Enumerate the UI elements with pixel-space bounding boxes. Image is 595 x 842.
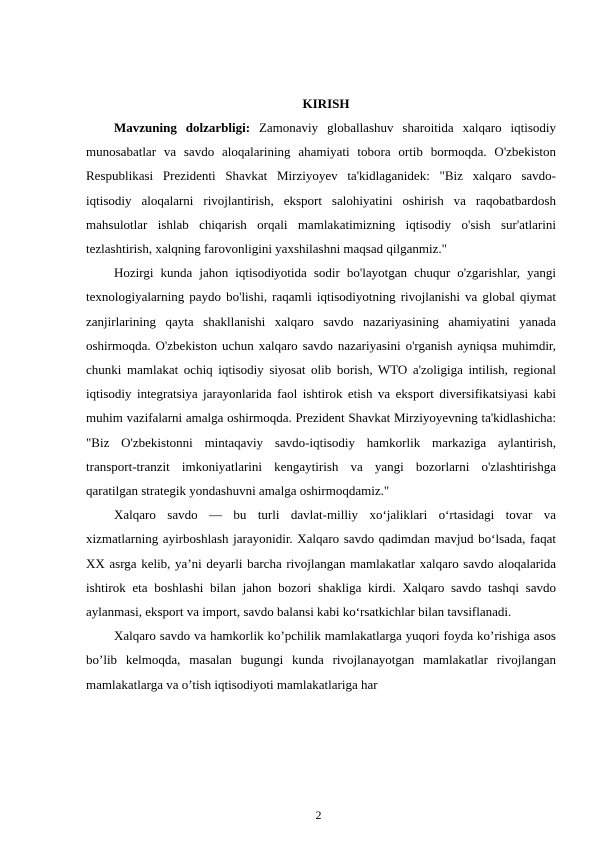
- document-page: [86, 92, 556, 697]
- section-title: KIRISH: [302, 96, 350, 111]
- paragraph-text: Xalqaro savdo — bu turli davlat-milliy xo‘jaliklari o‘rtasidagi tovar va xizmatlarning ayirboshlash jarayonidir. Xalqaro savdo qadimdan mavjud bo‘lsada, faqat XX asrga kelib, ya’ni deyarli barcha rivojlangan mamlakatlar xalqaro savdo aloqalarida ishtirok eta boshlashi bilan jahon bozori shakliga kirdi. Xalqaro savdo tashqi savdo aylanmasi, eksport va import, savdo balansi kabi ko‘rsatkichlar bilan tavsiflanadi.: [86, 507, 556, 620]
- paragraph-text: Hozirgi kunda jahon iqtisodiyotida sodir bo'layotgan chuqur o'zgarishlar, yangi texnologiyalarning paydo bo'lishi, raqamli iqtisodiyotning rivojlanishi va global qiymat zanjirlarining qayta shakllanishi xalqaro savdo nazariyasining ahamiyatini yanada oshirmoqda. O'zbekiston uchun xalqaro savdo nazariyasini o'rganish ayniqsa muhimdir, chunki mamlakat ochiq iqtisodiy siyosat olib borish, WTO a'zoligiga intilish, regional iqtisodiy integratsiya jarayonlarida faol ishtirok etish va eksport diversifikatsiyasi kabi muhim vazifalarni amalga oshirmoqda. Prezident Shavkat Mirziyoyevning ta'kidlashicha: "Biz O'zbekistonni mintaqaviy savdo-iqtisodiy hamkorlik markaziga aylantirish, transport-tranzit imkoniyatlarini kengaytirish va yangi bozorlarni o'zlashtirishga qaratilgan strategik yondashuvni amalga oshirmoqdamiz.": [86, 265, 556, 499]
- paragraph-text: Xalqaro savdo va hamkorlik ko’pchilik mamlakatlarga yuqori foyda ko’rishiga asos bo’lib kelmoqda, masalan bugungi kunda rivojlanayotgan mamlakatlar rivojlangan mamlakatlarga va o’tish iqtisodiyoti mamlakatlariga har: [86, 628, 556, 692]
- paragraph-relevance: [86, 116, 556, 261]
- paragraph-trade-definition: [86, 503, 556, 624]
- paragraph-current-changes: [86, 261, 556, 503]
- paragraph-trade-cooperation: [86, 624, 556, 697]
- paragraph-text: Zamonaviy globallashuv sharoitida xalqaro iqtisodiy munosabatlar va savdo aloqalarining ahamiyati tobora ortib bormoqda. O'zbekiston Respublikasi Prezidenti Shavkat Mirziyoyev ta'kidlaganidek: "Biz xalqaro savdo-iqtisodiy aloqalarni rivojlantirish, eksport salohiyatini oshirish va raqobatbardosh mahsulotlar ishlab chiqarish orqali mamlakatimizning iqtisodiy o'sish sur'atlarini tezlashtirish, xalqning farovonligini yaxshilashni maqsad qilganmiz.": [86, 120, 557, 257]
- page-number: 2: [315, 808, 322, 822]
- paragraph-lead: Mavzuning dolzarbligi:: [114, 120, 251, 135]
